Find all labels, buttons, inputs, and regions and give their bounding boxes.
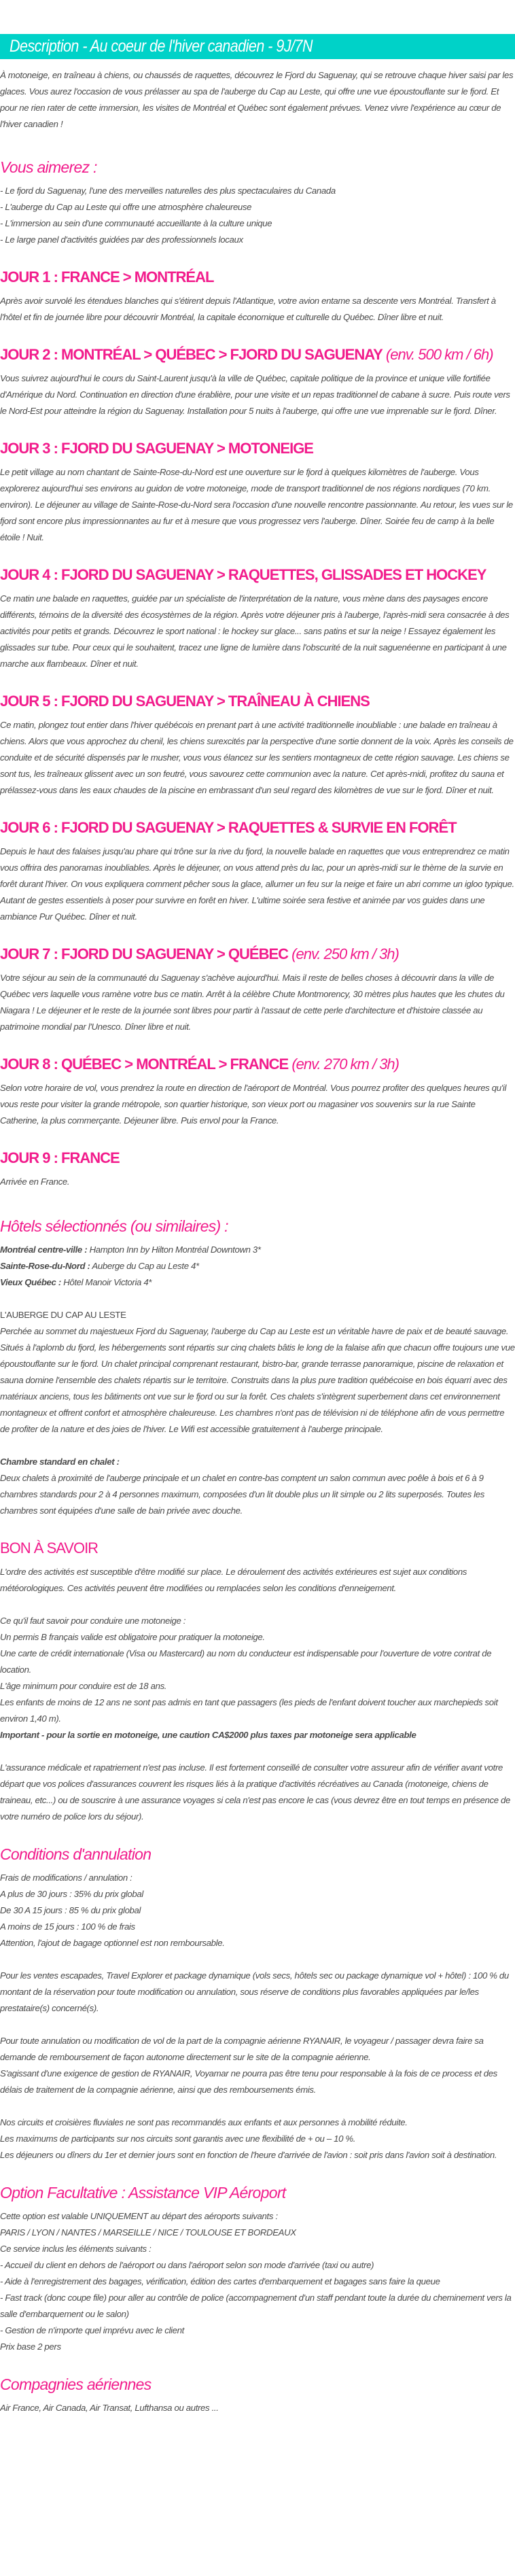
day-2 <box>0 346 515 419</box>
page <box>0 34 515 2437</box>
page-title: Description - Au coeur de l'hiver canadien - 9J/7N <box>10 37 313 56</box>
day-title-text: JOUR 9 : FRANCE <box>0 1149 120 1166</box>
day-title-text: JOUR 7 : FJORD DU SAGUENAY > QUÉBEC <box>0 945 289 962</box>
day-title-text: JOUR 6 : FJORD DU SAGUENAY > RAQUETTES & SURVIE EN FORÊT <box>0 819 457 836</box>
hotel-city: Vieux Québec : <box>0 1277 61 1287</box>
vip-option-title: Option Facultative : Assistance VIP Aéroport <box>0 2184 286 2201</box>
cancellation-fee-line: A moins de 15 jours : 100 % de frais <box>0 1921 135 1932</box>
vip-option-line: - Accueil du client en dehors de l'aéroport ou dans l'aéroport selon son mode d'arrivée (taxi ou autre) <box>0 2260 374 2270</box>
day-1 <box>0 268 515 326</box>
snowmobile-deposit-important: Important - pour la sortie en motoneige, une caution CA$2000 plus taxes par motoneige sera applicable <box>0 1730 416 1740</box>
ryanair-note: Pour toute annulation ou modification de vol de la part de la compagnie aérienne RYANAIR, le voyageur / passager devra faire sa demande de remboursement de façon autonome directement sur le site de la compagnie aérienne. <box>0 2036 484 2062</box>
cancellation-title: Conditions d'annulation <box>0 1845 152 1863</box>
vip-option-price: Prix base 2 pers <box>0 2342 61 2352</box>
snowmobile-note: Les enfants de moins de 12 ans ne sont pas admis en tant que passagers (les pieds de l'enfant doivent toucher aux marchepieds soit environ 1,40 m). <box>0 1697 498 1724</box>
vip-option-line: Cette option est valable UNIQUEMENT au départ des aéroports suivants : <box>0 2211 278 2221</box>
day-title-text: JOUR 4 : FJORD DU SAGUENAY > RAQUETTES, GLISSADES ET HOCKEY <box>0 566 486 583</box>
general-note: Nos circuits et croisières fluviales ne sont pas recommandés aux enfants et aux personnes à mobilité réduite. <box>0 2117 408 2127</box>
snowmobile-note: Ce qu'il faut savoir pour conduire une motoneige : <box>0 1616 186 1626</box>
day-title-text: JOUR 2 : MONTRÉAL > QUÉBEC > FJORD DU SAGUENAY <box>0 346 383 363</box>
day-title <box>0 346 515 364</box>
vip-option-line: PARIS / LYON / NANTES / MARSEILLE / NICE / TOULOUSE ET BORDEAUX <box>0 2227 296 2238</box>
hotel-name: Hampton Inn by Hilton Montréal Downtown 3* <box>87 1245 261 1255</box>
description-title-band <box>0 34 515 59</box>
highlight-item: - L'immersion au sein d'une communauté accueillante à la culture unique <box>0 218 272 228</box>
hotel-city: Sainte-Rose-du-Nord : <box>0 1261 90 1271</box>
day-title-text: JOUR 5 : FJORD DU SAGUENAY > TRAÎNEAU À CHIENS <box>0 693 370 710</box>
insurance-note: L'assurance médicale et rapatriement n'est pas incluse. Il est fortement conseillé de consulter votre assureur afin de vérifier avant votre départ que vos polices d'assurances couvrent les risques liés à la pratique d'activités récréatives au Canada (motoneige, chiens de traineau, etc...) ou de souscrire à une assurance voyages si cela n'est pas encore le cas (vous devrez être en tout temps en présence de votre numéro de police lors du séjour). <box>0 1762 511 1822</box>
vip-option-line: - Aide à l'enregistrement des bagages, vérification, édition des cartes d'embarquement et bagages sans faire la queue <box>0 2276 440 2286</box>
day-title-text: JOUR 3 : FJORD DU SAGUENAY > MOTONEIGE <box>0 440 313 457</box>
day-description: Vous suivrez aujourd'hui le cours du Saint-Laurent jusqu'à la ville de Québec, capitale politique de la province et unique ville fortifiée d'Amérique du Nord. Continuation en direction d'une érablière, pour une visite et un repas traditionnel de cabane à sucre. Puis route vers le Nord-Est pour atteindre la région du Saguenay. Installation pour 5 nuits à l'auberge, qui offre une vue imprenable sur le fjord. Dîner. <box>0 373 510 416</box>
snowmobile-note: Un permis B français valide est obligatoire pour pratiquer la motoneige. <box>0 1632 265 1642</box>
day-title-text: JOUR 8 : QUÉBEC > MONTRÉAL > FRANCE <box>0 1056 289 1073</box>
general-note: Les maximums de participants sur nos circuits sont garantis avec une flexibilité de + ou – 10 %. <box>0 2134 356 2144</box>
hotel-name: Hôtel Manoir Victoria 4* <box>60 1277 152 1287</box>
day-distance: (env. 500 km / 6h) <box>382 346 493 363</box>
hotels-title: Hôtels sélectionnés (ou similaires) : <box>0 1217 228 1235</box>
highlight-item: - Le fjord du Saguenay, l'une des merveilles naturelles des plus spectaculaires du Canada <box>0 186 336 196</box>
day-8 <box>0 1056 515 1129</box>
day-4 <box>0 566 515 672</box>
vip-option-section <box>0 2184 515 2355</box>
day-description: Arrivée en France. <box>0 1177 70 1187</box>
airlines-section <box>0 2375 515 2416</box>
day-title <box>0 693 515 710</box>
cancellation-fee-line: A plus de 30 jours : 35% du prix global <box>0 1889 143 1899</box>
cancellation-fee-line: Attention, l'ajout de bagage optionnel est non remboursable. <box>0 1938 225 1948</box>
hotel-item <box>0 1258 515 1274</box>
dynamic-package-note: Pour les ventes escapades, Travel Explorer et package dynamique (vols secs, hôtels sec ou package dynamique vol + hôtel) : 100 % du montant de la réservation pour toute modification ou annulation, sous réserve de conditions plus favorables appliquées par le/les prestataire(s) concerné(s). <box>0 1970 509 2013</box>
day-title <box>0 566 515 584</box>
day-description: Ce matin, plongez tout entier dans l'hiver québécois en prenant part à une activité traditionnelle inoubliable : une balade en traîneau à chiens. Alors que vous approchez du chenil, les chiens surexcités par la perspective d'une sortie donnent de la voix. Après les conseils de conduite et de sécurité dispensés par le musher, vous vous élancez sur les sentiers montagneux de cette région sauvage. Les chiens se sont tus, les traîneaux glissent avec un son feutré, vous savourez cette communion avec la nature. Cet après-midi, profitez du sauna et prélassez-vous dans les eaux chaudes de la piscine en embrassant d'un seul regard des kilomètres de vue sur le fjord. Dîner et nuit. <box>0 720 514 795</box>
good-to-know-section <box>0 1539 515 1825</box>
day-title <box>0 440 515 457</box>
highlights-title: Vous aimerez : <box>0 158 97 176</box>
cancellation-fee-line: Frais de modifications / annulation : <box>0 1873 132 1883</box>
day-title <box>0 819 515 837</box>
day-3 <box>0 440 515 546</box>
room-description: Deux chalets à proximité de l'auberge principale et un chalet en contre-bas comptent un salon commun avec poêle à bois et 6 à 9 chambres standards pour 2 à 4 personnes maximum, composées d'un lit double plus un lit simple ou 2 lits superposés. Toutes les chambres sont équipées d'une salle de bain privée avec douche. <box>0 1473 484 1516</box>
cancellation-section <box>0 1845 515 2163</box>
good-to-know-title: BON À SAVOIR <box>0 1539 99 1556</box>
day-description: Depuis le haut des falaises jusqu'au phare qui trône sur la rive du fjord, la nouvelle balade en raquettes que vous entreprendrez ce matin vous offrira des panoramas inoubliables. Après le déjeuner, on vous attend près du lac, pour un après-midi sur le thème de la survie en forêt durant l'hiver. On vous expliquera comment pêcher sous la glace, allumer un feu sur la neige et faire un abri comme un igloo typique. Autant de gestes essentiels à poser pour survivre en forêt en hiver. L'ultime soirée sera festive et animée par vos guides dans une ambiance Pur Québec. Dîner et nuit. <box>0 846 514 922</box>
day-6 <box>0 819 515 925</box>
day-description: Votre séjour au sein de la communauté du Saguenay s'achève aujourd'hui. Mais il reste de belles choses à découvrir dans la ville de Québec vers laquelle vous ramène votre bus ce matin. Arrêt à la célèbre Chute Montmorency, 30 mètres plus hautes que les chutes du Niagara ! Le déjeuner et le reste de la journée sont libres pour partir à l'assaut de cette perle d'architecture et d'histoire classée au patrimoine mondial par l'Unesco. Dîner libre et nuit. <box>0 973 505 1032</box>
hotel-item <box>0 1242 515 1258</box>
general-note: Les déjeuners ou dîners du 1er et dernier jours sont en fonction de l'heure d'arrivée de l'avion : soit pris dans l'avion soit à destination. <box>0 2150 497 2160</box>
day-distance: (env. 250 km / 3h) <box>288 945 399 962</box>
day-description: Après avoir survolé les étendues blanches qui s'étirent depuis l'Atlantique, votre avion entame sa descente vers Montréal. Transfert à l'hôtel et fin de journée libre pour découvrir Montréal, la capitale économique et culturelle du Québec. Dîner libre et nuit. <box>0 296 496 322</box>
day-title <box>0 945 515 963</box>
highlight-item: - L'auberge du Cap au Leste qui offre une atmosphère chaleureuse <box>0 202 252 212</box>
vip-option-line: - Fast track (donc coupe file) pour aller au contrôle de police (accompagnement d'un staff pendant toute la durée du cheminement vers la salle d'embarquement ou le salon) <box>0 2293 512 2319</box>
auberge-title: L'AUBERGE DU CAP AU LESTE <box>0 1310 126 1320</box>
intro-paragraph: À motoneige, en traîneau à chiens, ou chaussés de raquettes, découvrez le Fjord du Saguenay, qui se retrouve chaque hiver saisi par les glaces. Vous aurez l'occasion de vous prélasser au spa de l'auberge du Cap au Leste, qui offre une vue époustouflante sur le fjord. Et pour ne rien rater de cette immersion, les visites de Montréal et Québec sont également prévues. Venez vivre l'expérience au cœur de l'hiver canadien ! <box>0 70 514 129</box>
day-title <box>0 1056 515 1073</box>
auberge-description: Perchée au sommet du majestueux Fjord du Saguenay, l'auberge du Cap au Leste est un véritable havre de paix et de beauté sauvage. Situés à l'aplomb du fjord, les hébergements sont répartis sur cinq chalets bâtis le long de la falaise afin que chacun offre toujours une vue époustouflante sur le fjord. Un chalet principal comprenant restaurant, bistro-bar, grande terrasse panoramique, piscine de relaxation et sauna domine l'ensemble des chalets répartis sur le territoire. Construits dans la plus pure tradition québécoise en bois équarri avec des matériaux anciens, tous les bâtiments ont vue sur le fjord ou sur la forêt. Ces chalets s'intègrent superbement dans cet environnement montagneux et offrent confort et atmosphère chaleureuse. Les chambres n'ont pas de télévision ni de téléphone afin de vous permettre de profiter de la nature et des joies de l'hiver. Le Wifi est accessible gratuitement à l'auberge principale. <box>0 1326 515 1434</box>
day-9 <box>0 1149 515 1190</box>
ryanair-note: S'agissant d'une exigence de gestion de RYANAIR, Voyamar ne pourra pas être tenu pour responsable à la fois de ce process et des délais de traitement de la compagnie aérienne, ainsi que des remboursements émis. <box>0 2068 497 2095</box>
vip-option-line: Ce service inclus les éléments suivants : <box>0 2244 152 2254</box>
day-description: Le petit village au nom chantant de Sainte-Rose-du-Nord est une ouverture sur le fjord à quelques kilomètres de l'auberge. Vous explorerez aujourd'hui ses environs au guidon de votre motoneige, mode de transport traditionnel de nos régions nordiques (70 km. environ). Le déjeuner au village de Sainte-Rose-du-Nord sera l'occasion d'une nouvelle rencontre passionnante. Au retour, les vues sur le fjord sont encore plus impressionnantes au fur et à mesure que vous progressez vers l'auberge. Dîner. Soirée feu de camp à la belle étoile ! Nuit. <box>0 467 513 542</box>
day-title <box>0 268 515 286</box>
room-title: Chambre standard en chalet : <box>0 1457 120 1467</box>
day-5 <box>0 693 515 799</box>
cancellation-fee-line: De 30 A 15 jours : 85 % du prix global <box>0 1905 141 1915</box>
hotels-section <box>0 1217 515 1519</box>
snowmobile-note: Une carte de crédit internationale (Visa ou Mastercard) au nom du conducteur est indispensable pour l'ouverture de votre contrat de location. <box>0 1648 492 1675</box>
snowmobile-note: L'âge minimum pour conduire est de 18 ans. <box>0 1681 167 1691</box>
day-title <box>0 1149 515 1167</box>
airlines-list: Air France, Air Canada, Air Transat, Lufthansa ou autres ... <box>0 2403 219 2413</box>
vip-option-line: - Gestion de n'importe quel imprévu avec le client <box>0 2325 184 2335</box>
highlight-item: - Le large panel d'activités guidées par des professionnels locaux <box>0 234 243 245</box>
day-title-text: JOUR 1 : FRANCE > MONTRÉAL <box>0 268 214 285</box>
day-7 <box>0 945 515 1035</box>
hotel-city: Montréal centre-ville : <box>0 1245 88 1255</box>
hotel-name: Auberge du Cap au Leste 4* <box>90 1261 199 1271</box>
day-distance: (env. 270 km / 3h) <box>288 1056 399 1073</box>
highlights-list <box>0 183 515 248</box>
hotel-item <box>0 1274 515 1291</box>
activities-order-note: L'ordre des activités est susceptible d'être modifié sur place. Le déroulement des activités extérieures est sujet aux conditions météorologiques. Ces activités peuvent être modifiées ou remplacées selon les conditions d'enneigement. <box>0 1567 467 1593</box>
day-description: Ce matin une balade en raquettes, guidée par un spécialiste de l'interprétation de la nature, vous mène dans des paysages encore différents, témoins de la diversité des écosystèmes de la région. Après votre déjeuner pris à l'auberge, l'après-midi sera consacrée à des activités pour petits et grands. Découvrez le sport national : le hockey sur glace... sans patins et sur la neige ! Essayez également les glissades sur tube. Pour ceux qui le souhaitent, tracez une ligne de lumière dans l'obscurité de la nuit saguenéenne en participant à une marche aux flambeaux. Dîner et nuit. <box>0 593 510 669</box>
day-description: Selon votre horaire de vol, vous prendrez la route en direction de l'aéroport de Montréal. Vous pourrez profiter des quelques heures qu'il vous reste pour visiter la grande métropole, son quartier historique, son vieux port ou magasiner vos souvenirs sur la rue Sainte Catherine, la plus commerçante. Déjeuner libre. Puis envol pour la France. <box>0 1083 507 1126</box>
airlines-title: Compagnies aériennes <box>0 2375 152 2393</box>
